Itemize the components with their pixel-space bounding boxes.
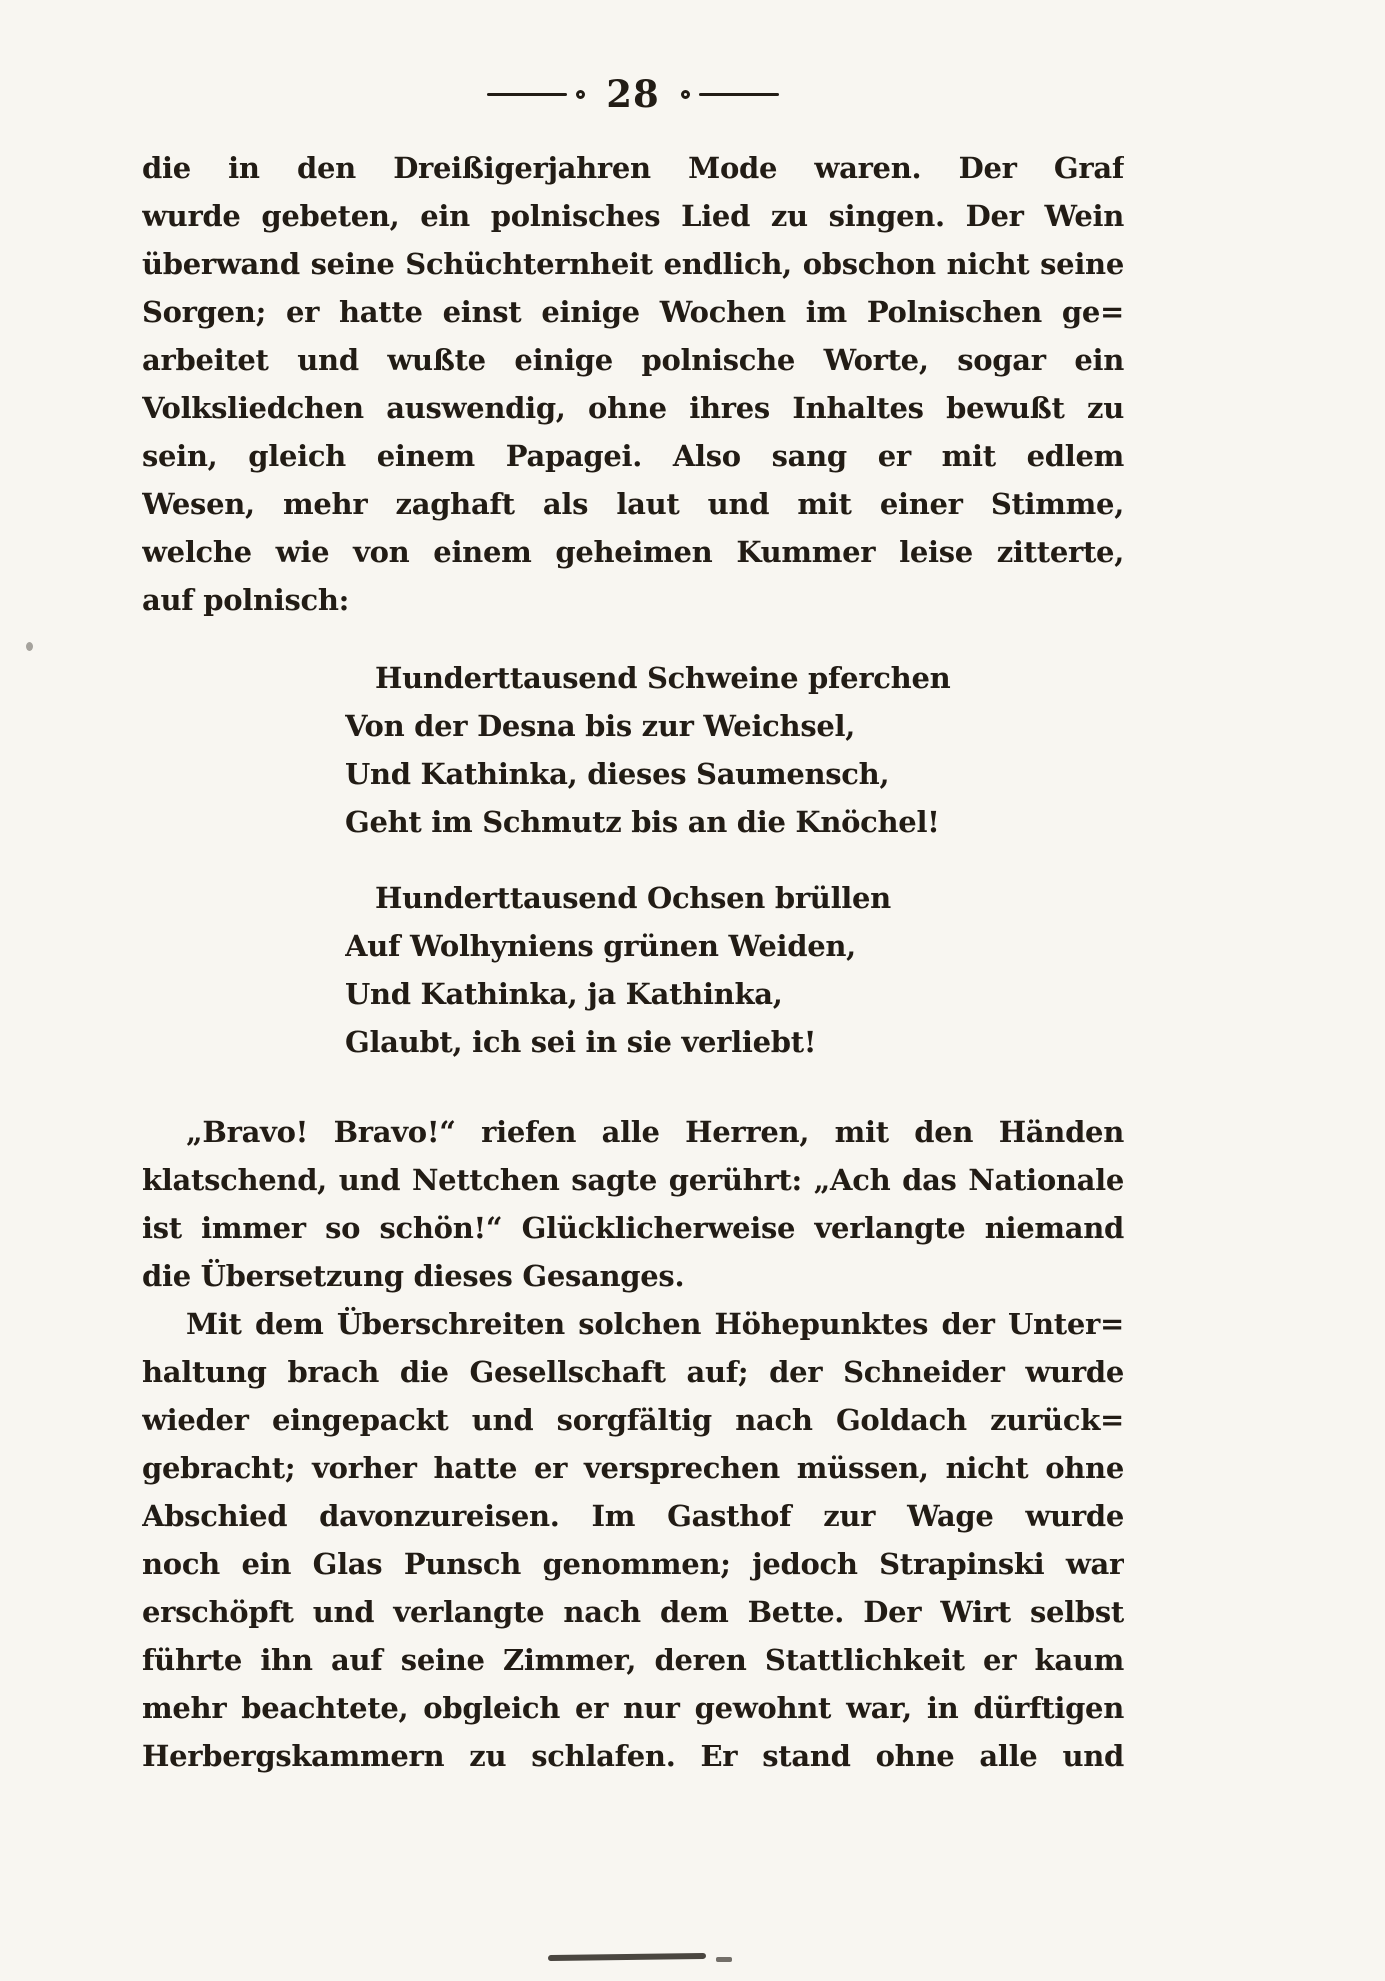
text-line: wieder eingepackt und sorgfältig nach Goldach zurück= bbox=[142, 1403, 1124, 1437]
text-line: die Übersetzung dieses Gesanges. bbox=[142, 1259, 685, 1293]
text-line: auf polnisch: bbox=[142, 583, 350, 617]
text-line: Wesen, mehr zaghaft als laut und mit einer Stimme, bbox=[142, 487, 1124, 521]
text-line: überwand seine Schüchternheit endlich, obschon nicht seine bbox=[142, 247, 1124, 281]
page-header bbox=[142, 70, 1124, 118]
text-line: sein, gleich einem Papagei. Also sang er mit edlem bbox=[142, 439, 1124, 473]
verse-stanza-2 bbox=[345, 874, 1124, 1066]
text-line: erschöpft und verlangte nach dem Bette. Der Wirt selbst bbox=[142, 1595, 1124, 1629]
text-line: Abschied davonzureisen. Im Gasthof zur Wage wurde bbox=[142, 1499, 1124, 1533]
text-line: Von der Desna bis zur Weichsel, bbox=[345, 709, 856, 743]
scan-artifact-line bbox=[548, 1953, 706, 1961]
text-line: Sorgen; er hatte einst einige Wochen im Polnischen ge= bbox=[142, 295, 1124, 329]
paragraph-continuation bbox=[142, 144, 1124, 624]
text-line: „Bravo! Bravo!“ riefen alle Herren, mit den Händen bbox=[186, 1115, 1124, 1149]
text-line: arbeitet und wußte einige polnische Worte, sogar ein bbox=[142, 343, 1124, 377]
text-line: Und Kathinka, ja Kathinka, bbox=[345, 977, 783, 1011]
paragraph-aufbruch bbox=[142, 1300, 1124, 1780]
text-line: gebracht; vorher hatte er versprechen müssen, nicht ohne bbox=[142, 1451, 1124, 1485]
text-line: Und Kathinka, dieses Saumensch, bbox=[345, 757, 890, 791]
text-line: Hunderttausend Ochsen brüllen bbox=[375, 881, 891, 915]
text-line: ist immer so schön!“ Glücklicherweise verlangte niemand bbox=[142, 1211, 1124, 1245]
text-line: haltung brach die Gesellschaft auf; der Schneider wurde bbox=[142, 1355, 1124, 1389]
verse-stanza-1 bbox=[345, 654, 1124, 846]
text-line: Geht im Schmutz bis an die Knöchel! bbox=[345, 805, 940, 839]
text-line: Volksliedchen auswendig, ohne ihres Inhaltes bewußt zu bbox=[142, 391, 1124, 425]
text-line: Auf Wolhyniens grünen Weiden, bbox=[345, 929, 856, 963]
text-line: Herbergskammern zu schlafen. Er stand ohne alle und bbox=[142, 1739, 1124, 1773]
scan-artifact-dot bbox=[716, 1957, 732, 1962]
scan-speck bbox=[26, 642, 33, 651]
text-line: Hunderttausend Schweine pferchen bbox=[375, 661, 951, 695]
text-line: welche wie von einem geheimen Kummer leise zitterte, bbox=[142, 535, 1124, 569]
header-circle-left-icon bbox=[576, 90, 585, 99]
header-rule-left-icon bbox=[487, 93, 567, 96]
text-line: wurde gebeten, ein polnisches Lied zu singen. Der Wein bbox=[142, 199, 1124, 233]
text-line: Mit dem Überschreiten solchen Höhepunktes der Unter= bbox=[186, 1307, 1124, 1341]
text-line: klatschend, und Nettchen sagte gerührt: „Ach das Nationale bbox=[142, 1163, 1124, 1197]
text-line: mehr beachtete, obgleich er nur gewohnt war, in dürftigen bbox=[142, 1691, 1124, 1725]
header-circle-right-icon bbox=[681, 90, 690, 99]
text-line: die in den Dreißigerjahren Mode waren. Der Graf bbox=[142, 151, 1124, 185]
text-line: noch ein Glas Punsch genommen; jedoch Strapinski war bbox=[142, 1547, 1124, 1581]
page-number: 28 bbox=[606, 71, 660, 116]
text-line: Glaubt, ich sei in sie verliebt! bbox=[345, 1025, 817, 1059]
header-rule-right-icon bbox=[699, 93, 779, 96]
text-line: führte ihn auf seine Zimmer, deren Stattlichkeit er kaum bbox=[142, 1643, 1124, 1677]
text-block bbox=[142, 144, 1124, 1780]
paragraph-bravo bbox=[142, 1108, 1124, 1300]
